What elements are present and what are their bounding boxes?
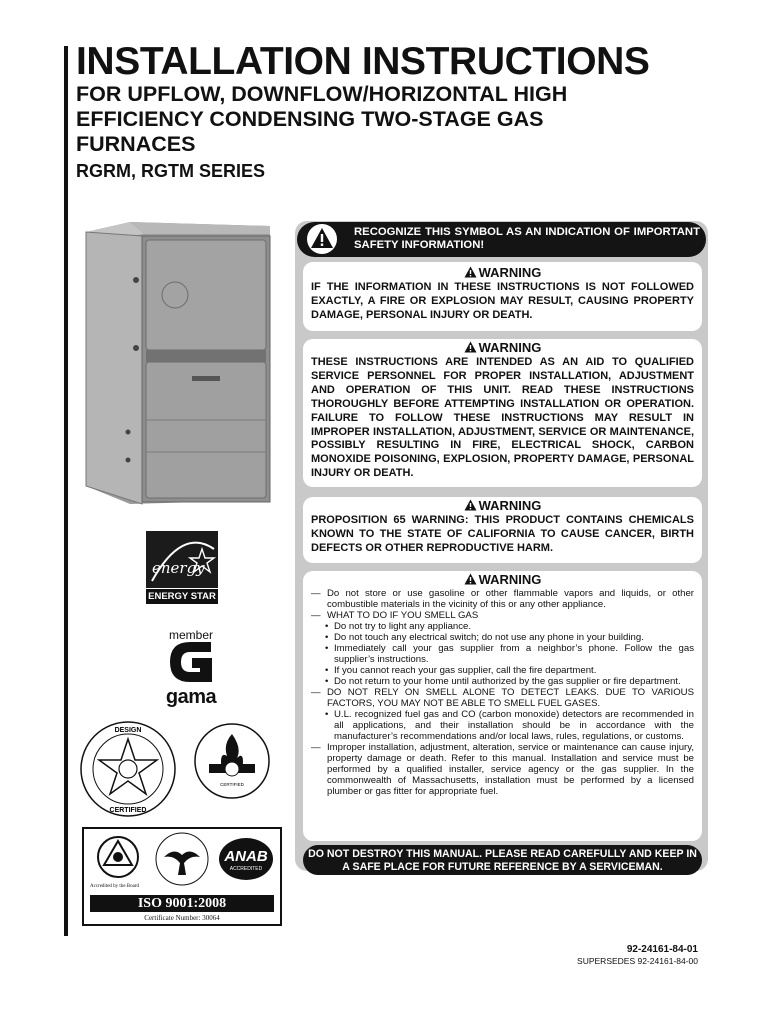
warning-box-instructions bbox=[303, 339, 702, 487]
anab-sub-text: ACCREDITED bbox=[229, 866, 263, 872]
safety-symbol-banner bbox=[297, 222, 706, 257]
list-item: — Do not store or use gasoline or other flammable vapors and liquids, or other combustible materials in the vicinity of this or any other appliance. bbox=[311, 588, 694, 610]
subtitle-line: FOR UPFLOW, DOWNFLOW/HORIZONTAL HIGH bbox=[76, 82, 568, 106]
warning-heading bbox=[311, 265, 694, 281]
warning-label: WARNING bbox=[478, 572, 542, 587]
list-item: • If you cannot reach your gas supplier, call the fire department. bbox=[311, 665, 694, 676]
warning-text: PROPOSITION 65 WARNING: THIS PRODUCT CONTAINS CHEMICALS KNOWN TO THE STATE OF CALIFORNIA TO CAUSE CANCER, BIRTH DEFECTS OR OTHER REPRODUCTIVE HARM. bbox=[311, 514, 694, 554]
certificate-number: Certificate Number: 30064 bbox=[144, 914, 220, 922]
warning-triangle-icon bbox=[464, 266, 477, 278]
warning-heading bbox=[311, 572, 694, 588]
supersedes-number: SUPERSEDES 92-24161-84-00 bbox=[577, 956, 698, 966]
warning-triangle-icon bbox=[464, 499, 477, 511]
certified-text: CERTIFIED bbox=[220, 782, 244, 787]
subtitle-line: FURNACES bbox=[76, 132, 196, 156]
energy-star-icon bbox=[146, 531, 218, 589]
list-item: — WHAT TO DO IF YOU SMELL GAS bbox=[311, 610, 694, 621]
warning-box-prop65 bbox=[303, 497, 702, 563]
subtitle-line: EFFICIENCY CONDENSING TWO-STAGE GAS bbox=[76, 107, 544, 131]
anab-logo bbox=[218, 837, 274, 881]
page-subtitle bbox=[76, 82, 666, 157]
left-rule bbox=[64, 46, 68, 936]
registrar-logo-icon bbox=[92, 833, 152, 885]
warning-heading bbox=[311, 498, 694, 514]
warning-triangle-icon bbox=[464, 573, 477, 585]
keep-manual-banner: DO NOT DESTROY THIS MANUAL. PLEASE READ CAREFULLY AND KEEP IN A SAFE PLACE FOR FUTURE REFERENCE BY A SERVICEMAN. bbox=[303, 845, 702, 875]
warning-label: WARNING bbox=[478, 498, 542, 513]
energy-star-script: energy bbox=[152, 559, 205, 577]
anab-text: ANAB bbox=[224, 848, 268, 865]
model-series: RGRM, RGTM SERIES bbox=[76, 161, 266, 181]
page-title: INSTALLATION INSTRUCTIONS bbox=[76, 40, 650, 83]
energy-star-logo bbox=[146, 531, 218, 604]
warning-heading bbox=[311, 340, 694, 356]
warning-label: WARNING bbox=[478, 265, 542, 280]
warning-label: WARNING bbox=[478, 340, 542, 355]
warning-box-gas bbox=[303, 571, 702, 841]
seal-bottom-text: CERTIFIED bbox=[109, 807, 147, 814]
warning-triangle-icon bbox=[464, 341, 477, 353]
list-item: — Improper installation, adjustment, alteration, service or maintenance can cause injury, property damage or death. Refer to this manual. Installation and service must be performed by a qualified installer, service agency or the gas supplier. In the commonwealth of Massachusetts, installation must be performed by a licensed plumber or gas fitter for appropriate fuel. bbox=[311, 742, 694, 797]
safety-banner-text: RECOGNIZE THIS SYMBOL AS AN INDICATION OF IMPORTANT SAFETY INFORMATION! bbox=[354, 226, 700, 251]
seal-top-text: DESIGN bbox=[114, 727, 142, 734]
accredited-text: Accredited by the Board bbox=[90, 884, 140, 889]
list-item: • Do not try to light any appliance. bbox=[311, 621, 694, 632]
document-number-block bbox=[577, 944, 698, 967]
warning-text: IF THE INFORMATION IN THESE INSTRUCTIONS IS NOT FOLLOWED EXACTLY, A FIRE OR EXPLOSION MAY RESULT, CAUSING PROPERTY DAMAGE, PERSONAL INJURY OR DEATH. bbox=[311, 281, 694, 321]
list-item: • Immediately call your gas supplier from a neighbor’s phone. Follow the gas supplier’s instructions. bbox=[311, 643, 694, 665]
flame-certified-seal bbox=[193, 722, 271, 800]
gama-wordmark: gama bbox=[165, 686, 217, 708]
list-item: • U.L. recognized fuel gas and CO (carbon monoxide) detectors are recommended in all applications, and their installation should be in accordance with the manufacturer’s recommendations and/or local laws, rules, regulations, or customs. bbox=[311, 709, 694, 742]
gama-member-text: member bbox=[168, 628, 213, 642]
gama-g-icon bbox=[168, 642, 214, 682]
furnace-image bbox=[80, 220, 276, 505]
gama-logo bbox=[160, 628, 222, 708]
document-number: 92-24161-84-01 bbox=[626, 944, 698, 955]
warning-box-fire bbox=[303, 262, 702, 331]
list-item: • Do not return to your home until authorized by the gas supplier or fire department. bbox=[311, 676, 694, 687]
energy-star-label: ENERGY STAR bbox=[146, 588, 218, 604]
warning-text: THESE INSTRUCTIONS ARE INTENDED AS AN AID TO QUALIFIED SERVICE PERSONNEL FOR PROPER INSTALLATION, ADJUSTMENT AND OPERATION OF THIS UNIT. READ THESE INSTRUCTIONS THOROUGHLY BEFORE ATTEMPTING INSTALLATION OR OPERATION. FAILURE TO FOLLOW THESE INSTRUCTIONS MAY RESULT IN IMPROPER INSTALLATION, ADJUSTMENT, SERVICE OR MAINTENANCE, POSSIBLY RESULTING IN FIRE, ELECTRICAL SHOCK, CARBON MONOXIDE POISONING, EXPLOSION, PROPERTY DAMAGE, PERSONAL INJURY OR DEATH. bbox=[311, 356, 694, 480]
list-item: • Do not touch any electrical switch; do not use any phone in your building. bbox=[311, 632, 694, 643]
design-certified-seal bbox=[78, 719, 178, 819]
iso-standard: ISO 9001:2008 bbox=[90, 895, 274, 912]
list-item: — DO NOT RELY ON SMELL ALONE TO DETECT LEAKS. DUE TO VARIOUS FACTORS, YOU MAY NOT BE ABLE TO SMELL FUEL GASES. bbox=[311, 687, 694, 709]
safety-alert-icon bbox=[305, 223, 339, 255]
iso-certification bbox=[82, 827, 282, 926]
gas-safety-list bbox=[311, 588, 694, 797]
eagle-seal-icon bbox=[150, 831, 214, 887]
